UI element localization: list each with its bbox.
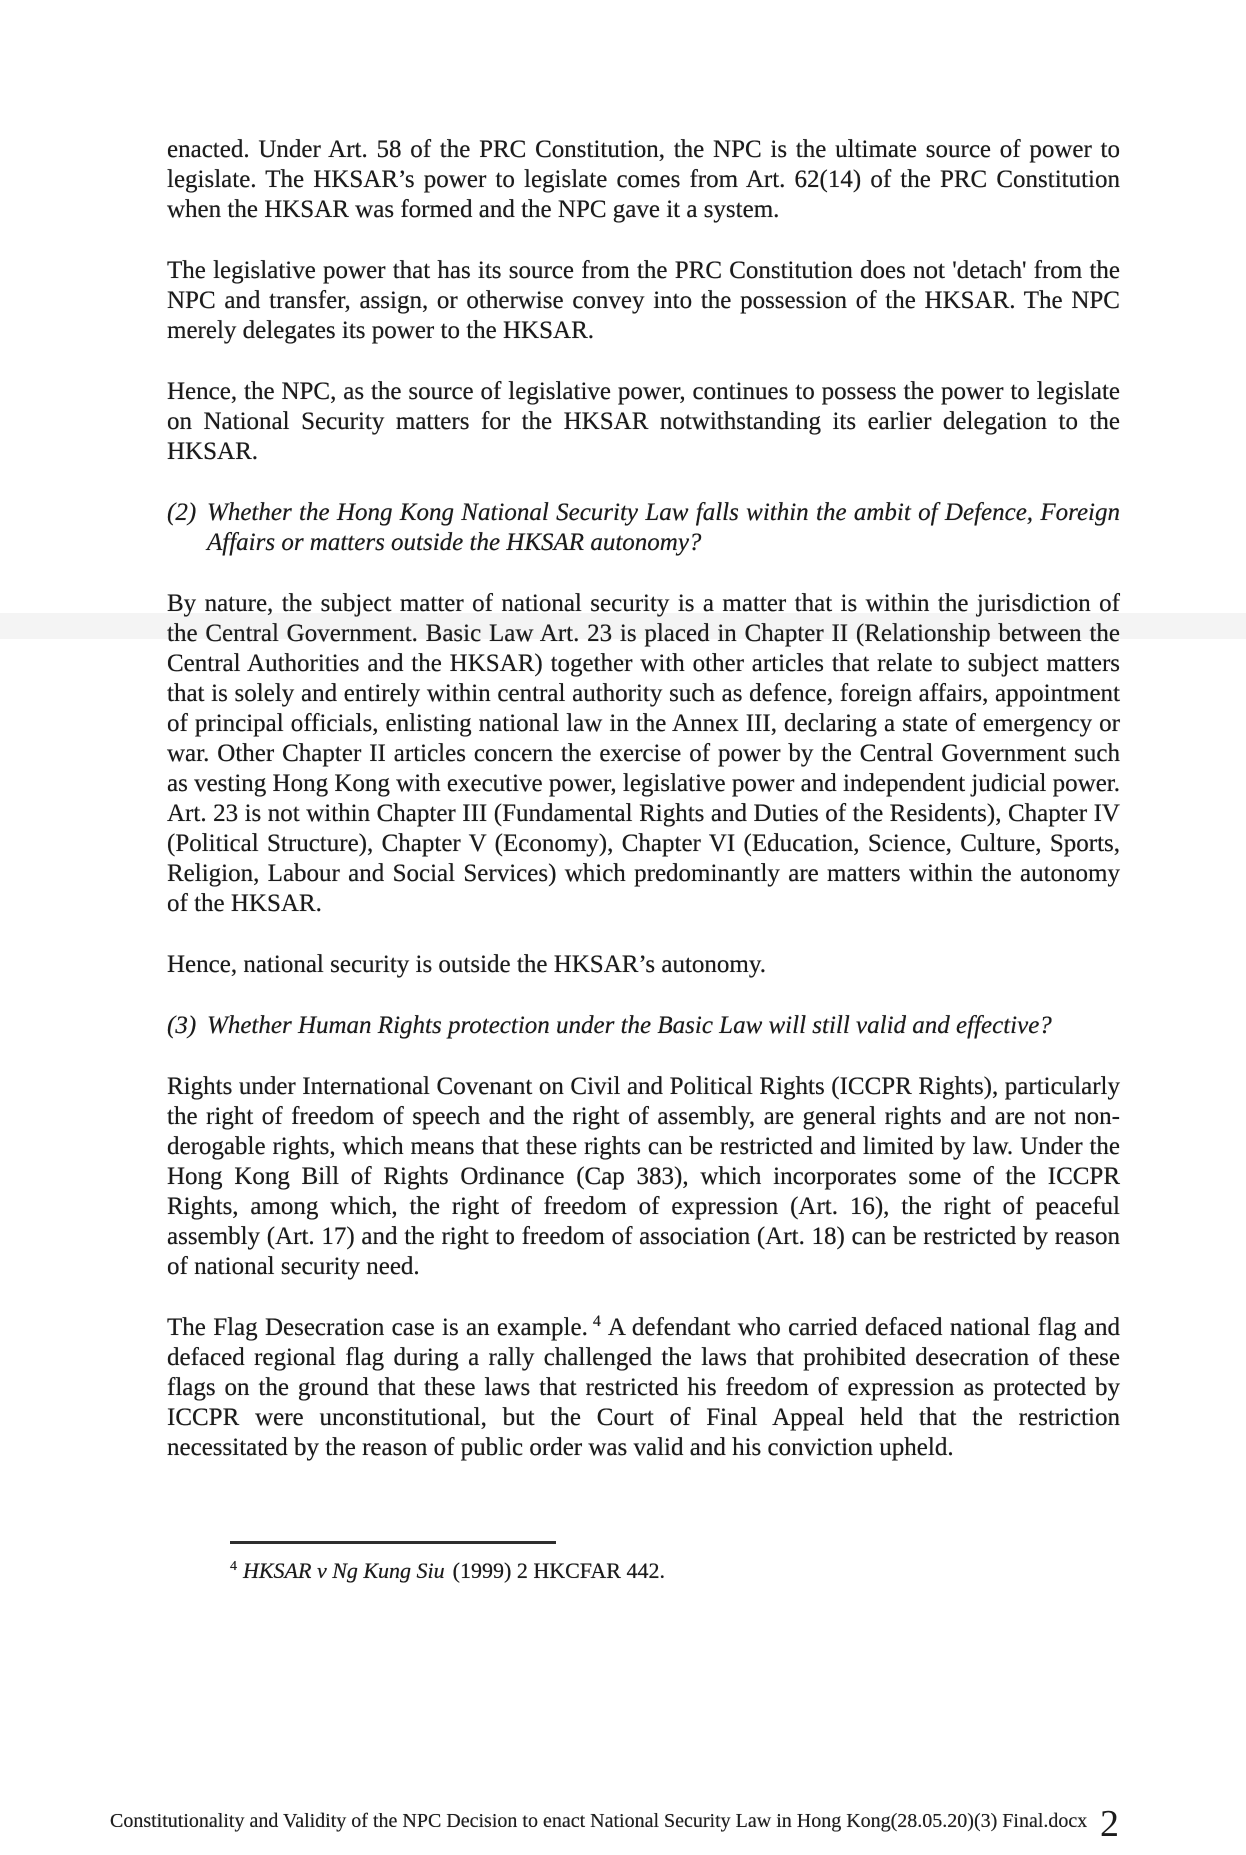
paragraph-4: By nature, the subject matter of national security is a matter that is within the jurisdiction of the Central Government. Basic Law Art. 23 is placed in Chapter II (Relationship between the Central Authorities and the HKSAR) together with other articles that relate to subject matters that is solely and entirely within central authority such as defence, foreign affairs, appointment of principal officials, enlisting national law in the Annex III, declaring a state of emergency or war. Other Chapter II articles concern the exercise of power by the Central Government such as vesting Hong Kong with executive power, legislative power and independent judicial power. Art. 23 is not within Chapter III (Fundamental Rights and Duties of the Residents), Chapter IV (Political Structure), Chapter V (Economy), Chapter VI (Education, Science, Culture, Sports, Religion, Labour and Social Services) which predominantly are matters within the autonomy of the HKSAR.	[167, 590, 1120, 917]
heading-3-number: (3)	[167, 1012, 197, 1039]
paragraph-2: The legislative power that has its source from the PRC Constitution does not 'detach' from the NPC and transfer, assign, or otherwise convey into the possession of the HKSAR. The NPC merely delegates its power to the HKSAR.	[167, 257, 1120, 344]
footnote-entry	[230, 1557, 990, 1585]
section-heading-3	[167, 1011, 1120, 1041]
heading-2-number: (2)	[167, 499, 197, 526]
paragraph-1: enacted. Under Art. 58 of the PRC Constitution, the NPC is the ultimate source of power to legislate. The HKSAR’s power to legislate comes from Art. 62(14) of the PRC Constitution when the HKSAR was formed and the NPC gave it a system.	[167, 136, 1120, 223]
footnote-separator-rule	[230, 1541, 556, 1544]
footnote-reference-mark: 4	[592, 1312, 601, 1330]
footer-filename: Constitutionality and Validity of the NPC Decision to enact National Security Law in Hong Kong(28.05.20)(3) Final.docx	[110, 1810, 1088, 1832]
paragraph-7-text-before-ref: The Flag Desecration case is an example.	[167, 1314, 588, 1341]
paragraph-5: Hence, national security is outside the HKSAR’s autonomy.	[167, 951, 766, 978]
paragraph-3: Hence, the NPC, as the source of legislative power, continues to possess the power to legislate on National Security matters for the HKSAR notwithstanding its earlier delegation to the HKSAR.	[167, 378, 1120, 465]
document-body	[167, 135, 1120, 1494]
footnote-number: 4	[230, 1558, 237, 1574]
paragraph-7-text-after-ref: A defendant who carried defaced national flag and defaced regional flag during a rally challenged the laws that prohibited desecration of these flags on the ground that these laws that restricted his freedom of expression as protected by ICCPR were unconstitutional, but the Court of Final Appeal held that the restriction necessitated by the reason of public order was valid and his conviction upheld.	[167, 1314, 1120, 1461]
footnote-citation: (1999) 2 HKCFAR 442.	[452, 1558, 665, 1583]
paragraph-6: Rights under International Covenant on Civil and Political Rights (ICCPR Rights), particularly the right of freedom of speech and the right of assembly, are general rights and are not non-derogable rights, which means that these rights can be restricted and limited by law. Under the Hong Kong Bill of Rights Ordinance (Cap 383), which incorporates some of the ICCPR Rights, among which, the right of freedom of expression (Art. 16), the right of peaceful assembly (Art. 17) and the right to freedom of association (Art. 18) can be restricted by reason of national security need.	[167, 1073, 1120, 1280]
footnote-case-name: HKSAR v Ng Kung Siu	[243, 1558, 445, 1583]
page-number: 2	[1100, 1803, 1119, 1845]
heading-2-text: Whether the Hong Kong National Security Law falls within the ambit of Defence, Foreign Affairs or matters outside the HKSAR autonomy?	[207, 499, 1120, 556]
section-heading-2	[167, 498, 1120, 558]
footnote-area	[230, 1541, 990, 1585]
paragraph-7	[167, 1313, 1120, 1463]
heading-3-text: Whether Human Rights protection under the Basic Law will still valid and effective?	[207, 1012, 1052, 1039]
